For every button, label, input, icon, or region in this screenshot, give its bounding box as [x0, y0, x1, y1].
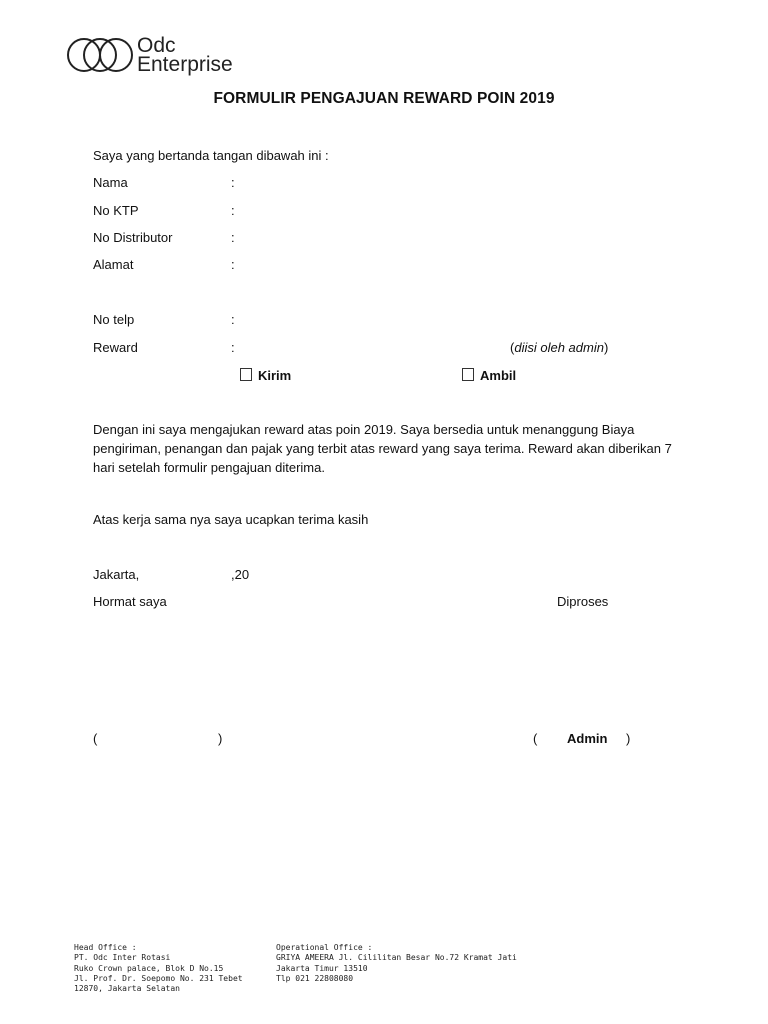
- option-ambil-label: Ambil: [480, 368, 517, 383]
- footer-op-line: Tlp 021 22808080: [276, 973, 354, 983]
- statement-line-3: hari setelah formulir pengajuan diterima.: [93, 460, 325, 475]
- admin-note-close: ): [603, 340, 609, 355]
- place-text: Jakarta,: [93, 567, 140, 582]
- footer-head-line: Ruko Crown palace, Blok D No.15: [74, 963, 224, 973]
- field-label-ktp: No KTP: [93, 203, 139, 218]
- footer-head-line: 12870, Jakarta Selatan: [74, 984, 180, 994]
- footer-op-line: GRIYA AMEERA Jl. Cililitan Besar No.72 Kramat Jati: [276, 953, 517, 963]
- option-kirim-label: Kirim: [258, 368, 292, 383]
- admin-note: [510, 339, 608, 357]
- statement-paragraph: [93, 420, 693, 477]
- footer-head-line: Jl. Prof. Dr. Soepomo No. 231 Tebet: [74, 973, 243, 983]
- admin-note-open: (: [510, 340, 515, 355]
- footer-operational-office: [276, 943, 517, 984]
- intro-text: Saya yang bertanda tangan dibawah ini :: [93, 148, 329, 163]
- footer-op-line: Operational Office :: [276, 943, 373, 952]
- page-title: FORMULIR PENGAJUAN REWARD POIN 2019: [213, 90, 555, 107]
- field-label-reward: Reward: [93, 340, 138, 355]
- sign-right-open: (: [533, 731, 538, 746]
- footer-op-line: Jakarta Timur 13510: [276, 963, 368, 973]
- statement-line-1: Dengan ini saya mengajukan reward atas poin 2019. Saya bersedia untuk menanggung Biaya: [93, 422, 635, 437]
- logo-line-1: Odc: [137, 34, 176, 57]
- statement-line-2: pengiriman, penangan dan pajak yang terbit atas reward yang saya terima. Reward akan diberikan 7: [93, 441, 672, 456]
- diproses-text: Diproses: [557, 594, 609, 609]
- field-label-telp: No telp: [93, 312, 135, 327]
- field-colon-telp: :: [231, 312, 235, 327]
- sign-right-close: ): [626, 731, 631, 746]
- field-label-alamat: Alamat: [93, 257, 134, 272]
- field-label-distributor: No Distributor: [93, 230, 173, 245]
- sign-left-open: (: [93, 731, 98, 746]
- checkbox-kirim-icon[interactable]: [240, 368, 252, 381]
- field-colon-alamat: :: [231, 257, 235, 272]
- sign-left-close: ): [218, 731, 223, 746]
- logo-text: [137, 36, 233, 74]
- logo-line-2: Enterprise: [137, 53, 233, 76]
- checkbox-ambil-icon[interactable]: [462, 368, 474, 381]
- field-colon-reward: :: [231, 340, 235, 355]
- field-colon-nama: :: [231, 175, 235, 190]
- field-colon-ktp: :: [231, 203, 235, 218]
- admin-note-text: diisi oleh admin: [514, 340, 604, 355]
- footer-head-office: [74, 943, 243, 994]
- thanks-text: Atas kerja sama nya saya ucapkan terima kasih: [93, 512, 369, 527]
- footer-head-line: PT. Odc Inter Rotasi: [74, 953, 171, 963]
- field-label-nama: Nama: [93, 175, 128, 190]
- option-kirim[interactable]: [240, 367, 291, 385]
- field-colon-distributor: :: [231, 230, 235, 245]
- sign-right-admin: Admin: [567, 731, 608, 746]
- footer-head-line: Head Office :: [74, 943, 137, 952]
- hormat-text: Hormat saya: [93, 594, 167, 609]
- year-prefix: ,20: [231, 567, 250, 582]
- option-ambil[interactable]: [462, 367, 516, 385]
